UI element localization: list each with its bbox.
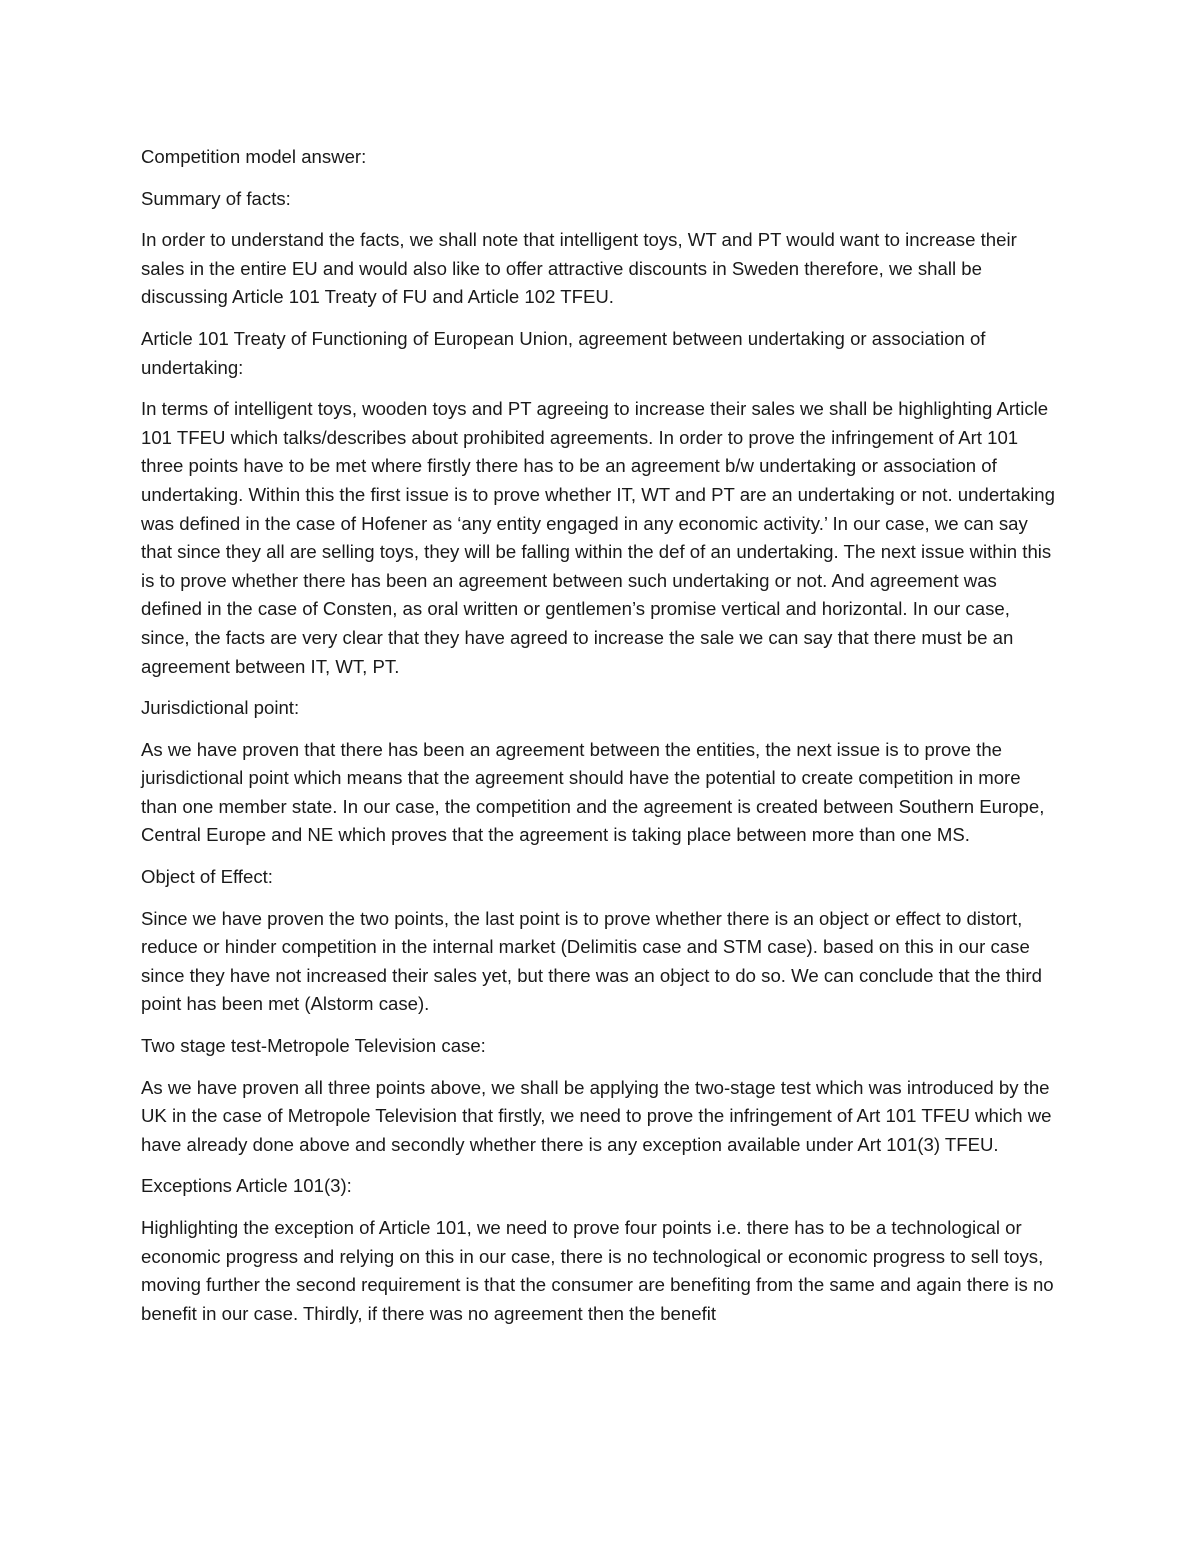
document-title: Competition model answer: [141,146,367,167]
heading-two-stage-test: Two stage test-Metropole Television case: [141,1035,486,1057]
heading-jurisdictional-point: Jurisdictional point: [141,697,300,719]
paragraph-article-101: In terms of intelligent toys, wooden toys and PT agreeing to increase their sales we shall be highlighting Article 101 TFEU which talks/describes about prohibited agreements. In order to prove the infringement of Art 101 three points have to be met where firstly there has to be an agreement b/w undertaking or association of undertaking. Within this the first issue is to prove whether IT, WT and PT are an undertaking or not. undertaking was defined in the case of Hofener as ‘any entity engaged in any economic activity.’ In our case, we can say that since they all are selling toys, they will be falling within the def of an undertaking. The next issue within this is to prove whether there has been an agreement between such undertaking or not. And agreement was defined in the case of Consten, as oral written or gentlemen’s promise vertical and horizontal. In our case, since, the facts are very clear that they have agreed to increase the sale we can say that there must be an agreement between IT, WT, PT. [141,398,1055,677]
paragraph-two-stage-test: As we have proven all three points above, we shall be applying the two-stage test which was introduced by the UK in the case of Metropole Television that firstly, we need to prove the infringement of Art 101 TFEU which we have already done above and secondly whether there is any exception available under Art 101(3) TFEU. [141,1076,1052,1155]
heading-article-101: Article 101 Treaty of Functioning of European Union, agreement between undertaking or association of undertaking: [141,327,986,378]
paragraph-object-of-effect: Since we have proven the two points, the last point is to prove whether there is an object or effect to distort, reduce or hinder competition in the internal market (Delimitis case and STM case). based on this in our case since they have not increased their sales yet, but there was an object to do so. We can conclude that the third point has been met (Alstorm case). [141,907,1042,1015]
paragraph-summary: In order to understand the facts, we shall note that intelligent toys, WT and PT would want to increase their sales in the entire EU and would also like to offer attractive discounts in Sweden therefore, we shall be discussing Article 101 Treaty of FU and Article 102 TFEU. [141,229,1017,308]
heading-object-of-effect: Object of Effect: [141,866,273,888]
paragraph-exceptions: Highlighting the exception of Article 101, we need to prove four points i.e. there has to be a technological or economic progress and relying on this in our case, there is no technological or economic progress to sell toys, moving further the second requirement is that the consumer are benefiting from the same and again there is no benefit in our case. Thirdly, if there was no agreement then the benefit [141,1217,1054,1324]
heading-exceptions: Exceptions Article 101(3): [141,1175,352,1197]
heading-summary-of-facts: Summary of facts: [141,187,291,209]
paragraph-jurisdictional-point: As we have proven that there has been an agreement between the entities, the next issue is to prove the jurisdictional point which means that the agreement should have the potential to create competition in more than one member state. In our case, the competition and the agreement is created between Southern Europe, Central Europe and NE which proves that the agreement is taking place between more than one MS. [141,738,1045,846]
